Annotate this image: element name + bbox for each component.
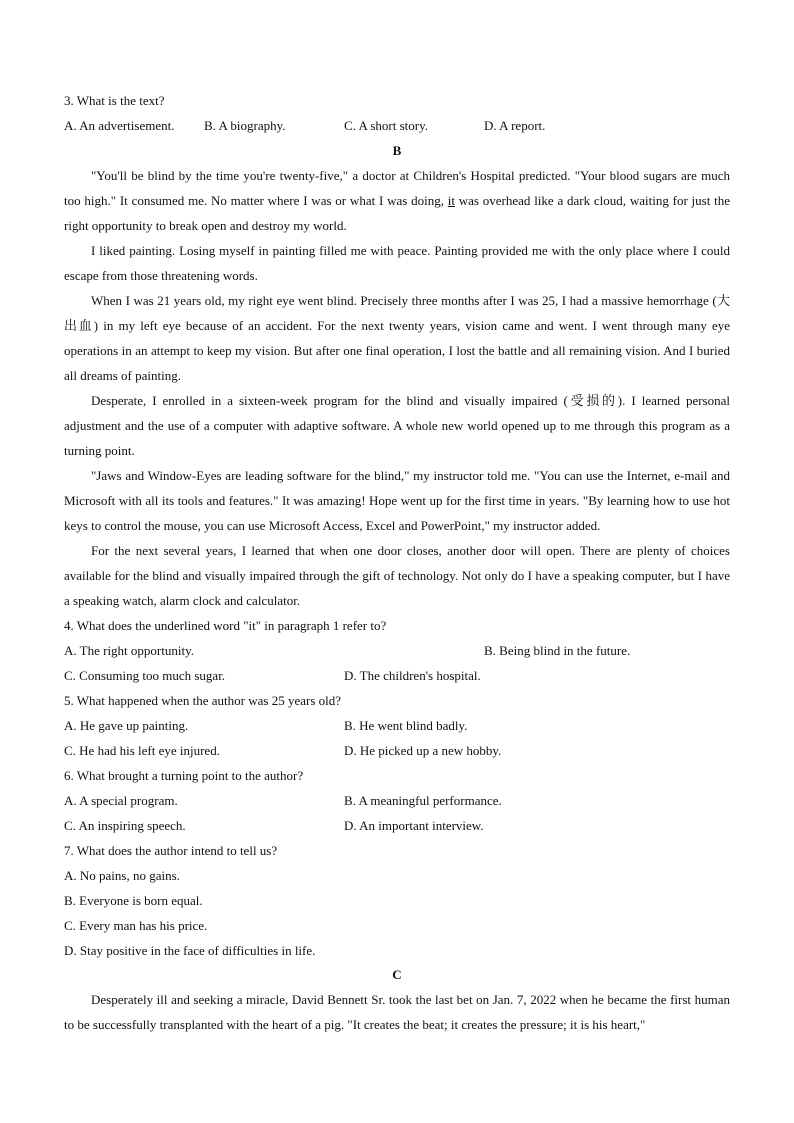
- question-3: 3. What is the text?: [64, 93, 165, 108]
- question-5: 5. What happened when the author was 25 years old?: [64, 693, 342, 708]
- q4-option-a: A. The right opportunity.: [64, 643, 194, 658]
- q4-option-d: D. The children's hospital.: [344, 668, 481, 683]
- q6-option-c: C. An inspiring speech.: [64, 818, 186, 833]
- q3-option-c: C. A short story.: [344, 118, 429, 133]
- q7-option-d: D. Stay positive in the face of difficulties in life.: [64, 943, 316, 958]
- passage-b-paragraph-6: For the next several years, I learned that when one door closes, another door will open. There are plenty of choices available for the blind and visually impaired through the gift of technology. Not only do I have a speaking computer, but I have a speaking watch, alarm clock and calculator.: [64, 543, 730, 608]
- q3-option-b: B. A biography.: [204, 118, 286, 133]
- p1-text-after: was overhead like a dark cloud, waiting for just the right opportunity to break open and destroy my world.: [64, 193, 731, 233]
- section-b-heading: B: [392, 143, 402, 158]
- question-7: 7. What does the author intend to tell us?: [64, 843, 278, 858]
- passage-b-paragraph-1: [64, 163, 730, 238]
- q6-option-b: B. A meaningful performance.: [344, 793, 502, 808]
- q4-option-c: C. Consuming too much sugar.: [64, 668, 226, 683]
- question-6: 6. What brought a turning point to the author?: [64, 768, 304, 783]
- q4-option-b: B. Being blind in the future.: [484, 643, 631, 658]
- passage-b-paragraph-2: I liked painting. Losing myself in painting filled me with peace. Painting provided me with the only place where I could escape from those threatening words.: [64, 243, 730, 283]
- underlined-word-it: it: [447, 193, 455, 208]
- q7-option-b: B. Everyone is born equal.: [64, 893, 203, 908]
- passage-b-paragraph-4: Desperate, I enrolled in a sixteen-week program for the blind and visually impaired (受损的). I learned personal adjustment and the use of a computer with adaptive software. A whole new world opened up to me through this program as a turning point.: [64, 393, 730, 458]
- p1-text-before: "You'll be blind by the time you're twenty-five," a doctor at Children's Hospital predicted. "Your blood sugars are much too high." It consumed me. No matter where I was or what I was doing,: [64, 168, 730, 208]
- q3-option-a: A. An advertisement.: [64, 118, 175, 133]
- passage-c-paragraph-1: Desperately ill and seeking a miracle, David Bennett Sr. took the last bet on Jan. 7, 2022 when he became the first human to be successfully transplanted with the heart of a pig. "It creates the beat; it creates the pressure; it is his heart,": [64, 992, 730, 1032]
- q6-option-d: D. An important interview.: [344, 818, 484, 833]
- section-c-heading: C: [392, 967, 402, 982]
- q6-option-a: A. A special program.: [64, 793, 178, 808]
- q3-option-d: D. A report.: [484, 118, 546, 133]
- q5-option-d: D. He picked up a new hobby.: [344, 743, 502, 758]
- q7-option-a: A. No pains, no gains.: [64, 868, 180, 883]
- question-4: 4. What does the underlined word "it" in paragraph 1 refer to?: [64, 618, 387, 633]
- passage-b-paragraph-3: When I was 21 years old, my right eye went blind. Precisely three months after I was 25, I had a massive hemorrhage (大出血) in my left eye because of an accident. For the next twenty years, vision came and went. I went through many eye operations in an attempt to keep my vision. But after one final operation, I lost the battle and all remaining vision. And I buried all dreams of painting.: [64, 293, 731, 383]
- q5-option-c: C. He had his left eye injured.: [64, 743, 220, 758]
- passage-b-paragraph-5: "Jaws and Window-Eyes are leading software for the blind," my instructor told me. "You can use the Internet, e-mail and Microsoft with all its tools and features." It was amazing! Hope went up for the first time in years. "By learning how to use hot keys to control the mouse, you can use Microsoft Access, Excel and PowerPoint," my instructor added.: [64, 468, 730, 533]
- q7-option-c: C. Every man has his price.: [64, 918, 208, 933]
- q5-option-a: A. He gave up painting.: [64, 718, 189, 733]
- q5-option-b: B. He went blind badly.: [344, 718, 468, 733]
